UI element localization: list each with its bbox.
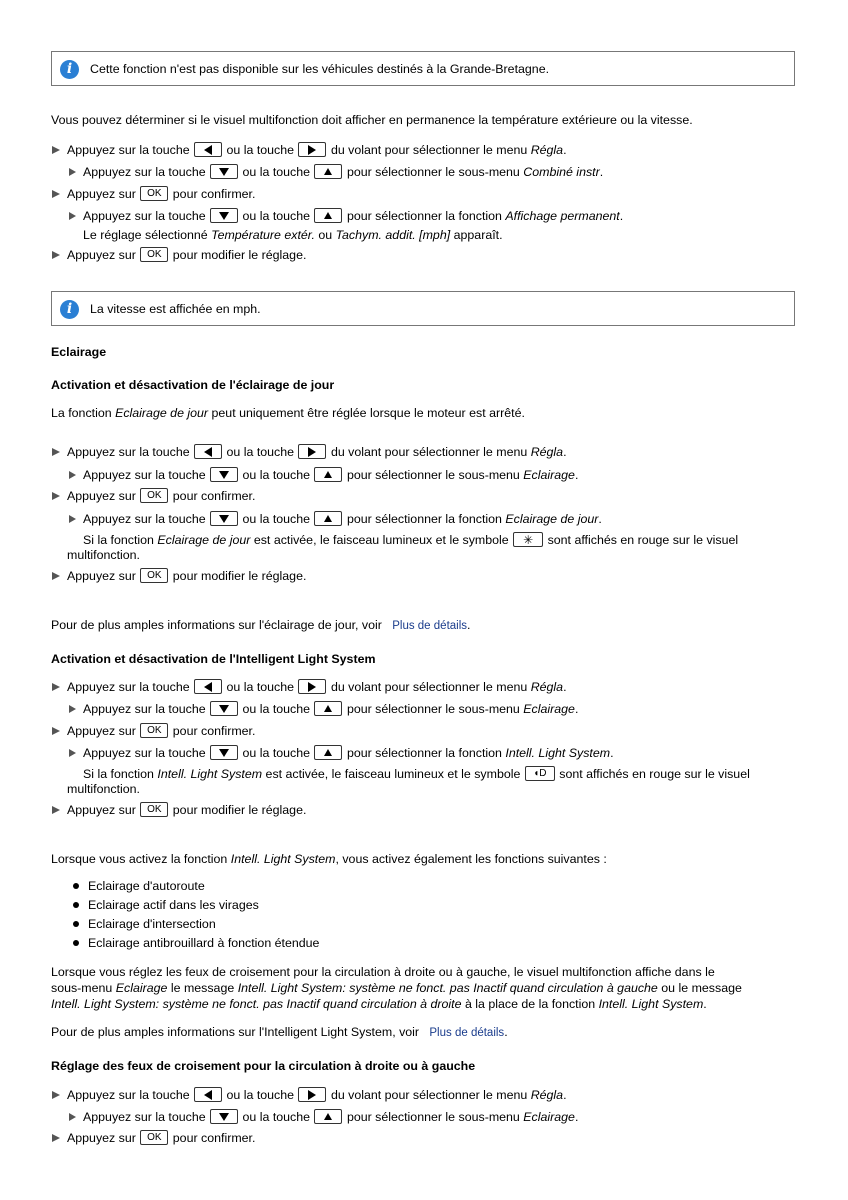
- triangle-right-icon: [52, 806, 60, 814]
- triangle-right-icon: [52, 1091, 60, 1099]
- triangle-right-icon: [52, 683, 60, 691]
- paragraph-line: sous-menu Eclairage le message Intell. Light System: système ne fonct. pas Inactif quand circulation à gauche ou le message: [51, 981, 742, 995]
- down-arrow-key: [210, 467, 238, 482]
- paragraph-line: Intell. Light System: système ne fonct. pas Inactif quand circulation à droite à la place de la fonction Intell. Light System.: [51, 997, 707, 1011]
- right-arrow-key: [298, 1087, 326, 1102]
- step-confirm: Appuyez sur OK pour confirmer.: [67, 187, 256, 201]
- heading-eclairage: Eclairage: [51, 345, 107, 359]
- step-select-menu: Appuyez sur la touche ou la touche du volant pour sélectionner le menu Régla.: [67, 1088, 567, 1102]
- triangle-right-icon: [69, 1113, 76, 1121]
- down-arrow-key: [210, 164, 238, 179]
- left-arrow-key: [194, 679, 222, 694]
- down-arrow-key: [210, 511, 238, 526]
- step-result: Si la fonction Eclairage de jour est activée, le faisceau lumineux et le symbole ✳ sont affichés en rouge sur le visuel: [83, 532, 739, 547]
- up-arrow-key: [314, 511, 342, 526]
- step-result: Le réglage sélectionné Température extér. ou Tachym. addit. [mph] apparaît.: [83, 228, 503, 242]
- ok-key: OK: [140, 723, 168, 738]
- triangle-right-icon: [52, 146, 60, 154]
- info-note-text: Cette fonction n'est pas disponible sur les véhicules destinés à la Grande-Bretagne.: [90, 62, 550, 76]
- step-select-menu: Appuyez sur la touche ou la touche du volant pour sélectionner le menu Régla.: [67, 680, 567, 694]
- triangle-right-icon: [52, 190, 60, 198]
- heading-low-beam: Réglage des feux de croisement pour la circulation à droite ou à gauche: [51, 1059, 476, 1073]
- list-item: Eclairage antibrouillard à fonction étendue: [88, 936, 320, 950]
- triangle-right-icon: [52, 1134, 60, 1142]
- ok-key: OK: [140, 247, 168, 262]
- bullet-dot: [73, 921, 79, 927]
- triangle-right-icon: [69, 471, 76, 479]
- step-select-submenu: Appuyez sur la touche ou la touche pour sélectionner le sous-menu Eclairage.: [83, 468, 579, 482]
- paragraph-line: Lorsque vous réglez les feux de croisement pour la circulation à droite ou à gauche, le visuel multifonction affiche dans le: [51, 965, 715, 979]
- bullet-dot: [73, 940, 79, 946]
- down-arrow-key: [210, 701, 238, 716]
- ils-more: Pour de plus amples informations sur l'Intelligent Light System, voir Plus de détails.: [51, 1025, 508, 1039]
- up-arrow-key: [314, 208, 342, 223]
- info-note-text: La vitesse est affichée en mph.: [90, 302, 261, 316]
- step-select-submenu: Appuyez sur la touche ou la touche pour sélectionner le sous-menu Eclairage.: [83, 1110, 579, 1124]
- step-modify: Appuyez sur OK pour modifier le réglage.: [67, 248, 307, 262]
- step-confirm: Appuyez sur OK pour confirmer.: [67, 724, 256, 738]
- ok-key: OK: [140, 1130, 168, 1145]
- bullet-dot: [73, 883, 79, 889]
- step-select-menu: Appuyez sur la touche ou la touche du volant pour sélectionner le menu Régla.: [67, 143, 567, 157]
- heading-daylight: Activation et désactivation de l'éclairage de jour: [51, 378, 335, 392]
- ils-intro: Lorsque vous activez la fonction Intell. Light System, vous activez également les fonctions suivantes :: [51, 852, 607, 866]
- intelligent-light-icon: ◖D: [525, 766, 555, 781]
- step-result-cont: multifonction.: [67, 548, 141, 562]
- step-select-function: Appuyez sur la touche ou la touche pour sélectionner la fonction Intell. Light System.: [83, 746, 614, 760]
- info-icon: i: [60, 300, 79, 319]
- info-note: [51, 51, 795, 86]
- left-arrow-key: [194, 142, 222, 157]
- right-arrow-key: [298, 679, 326, 694]
- ok-key: OK: [140, 186, 168, 201]
- up-arrow-key: [314, 1109, 342, 1124]
- triangle-right-icon: [52, 448, 60, 456]
- daylight-more: Pour de plus amples informations sur l'éclairage de jour, voir Plus de détails.: [51, 618, 471, 632]
- ok-key: OK: [140, 568, 168, 583]
- triangle-right-icon: [69, 515, 76, 523]
- triangle-right-icon: [52, 251, 60, 259]
- intro-text: Vous pouvez déterminer si le visuel multifonction doit afficher en permanence la température extérieure ou la vitesse.: [51, 113, 693, 127]
- triangle-right-icon: [69, 212, 76, 220]
- list-item: Eclairage d'intersection: [88, 917, 216, 931]
- details-link[interactable]: Plus de détails: [429, 1027, 505, 1039]
- step-select-submenu: Appuyez sur la touche ou la touche pour sélectionner le sous-menu Combiné instr.: [83, 165, 604, 179]
- triangle-right-icon: [69, 749, 76, 757]
- details-link[interactable]: Plus de détails: [392, 620, 468, 632]
- up-arrow-key: [314, 701, 342, 716]
- triangle-right-icon: [52, 492, 60, 500]
- down-arrow-key: [210, 208, 238, 223]
- step-select-submenu: Appuyez sur la touche ou la touche pour sélectionner le sous-menu Eclairage.: [83, 702, 579, 716]
- ok-key: OK: [140, 488, 168, 503]
- daylight-icon: ✳: [513, 532, 543, 547]
- step-result: Si la fonction Intell. Light System est activée, le faisceau lumineux et le symbole ◖D sont affichés en rouge sur le visuel: [83, 767, 750, 781]
- info-note: [51, 291, 795, 326]
- triangle-right-icon: [69, 705, 76, 713]
- list-item: Eclairage actif dans les virages: [88, 898, 259, 912]
- left-arrow-key: [194, 1087, 222, 1102]
- down-arrow-key: [210, 1109, 238, 1124]
- heading-ils: Activation et désactivation de l'Intelligent Light System: [51, 652, 376, 666]
- ok-key: OK: [140, 802, 168, 817]
- step-confirm: Appuyez sur OK pour confirmer.: [67, 1131, 256, 1145]
- step-select-function: Appuyez sur la touche ou la touche pour sélectionner la fonction Eclairage de jour.: [83, 512, 602, 526]
- right-arrow-key: [298, 142, 326, 157]
- triangle-right-icon: [52, 727, 60, 735]
- up-arrow-key: [314, 745, 342, 760]
- step-modify: Appuyez sur OK pour modifier le réglage.: [67, 569, 307, 583]
- step-confirm: Appuyez sur OK pour confirmer.: [67, 489, 256, 503]
- step-modify: Appuyez sur OK pour modifier le réglage.: [67, 803, 307, 817]
- step-result-cont: multifonction.: [67, 782, 141, 796]
- daylight-intro: La fonction Eclairage de jour peut uniquement être réglée lorsque le moteur est arrêté.: [51, 406, 525, 420]
- up-arrow-key: [314, 164, 342, 179]
- down-arrow-key: [210, 745, 238, 760]
- info-icon: i: [60, 60, 79, 79]
- step-select-menu: Appuyez sur la touche ou la touche du volant pour sélectionner le menu Régla.: [67, 445, 567, 459]
- bullet-dot: [73, 902, 79, 908]
- left-arrow-key: [194, 444, 222, 459]
- triangle-right-icon: [52, 572, 60, 580]
- step-select-function: Appuyez sur la touche ou la touche pour sélectionner la fonction Affichage permanent.: [83, 209, 624, 223]
- list-item: Eclairage d'autoroute: [88, 879, 205, 893]
- right-arrow-key: [298, 444, 326, 459]
- triangle-right-icon: [69, 168, 76, 176]
- up-arrow-key: [314, 467, 342, 482]
